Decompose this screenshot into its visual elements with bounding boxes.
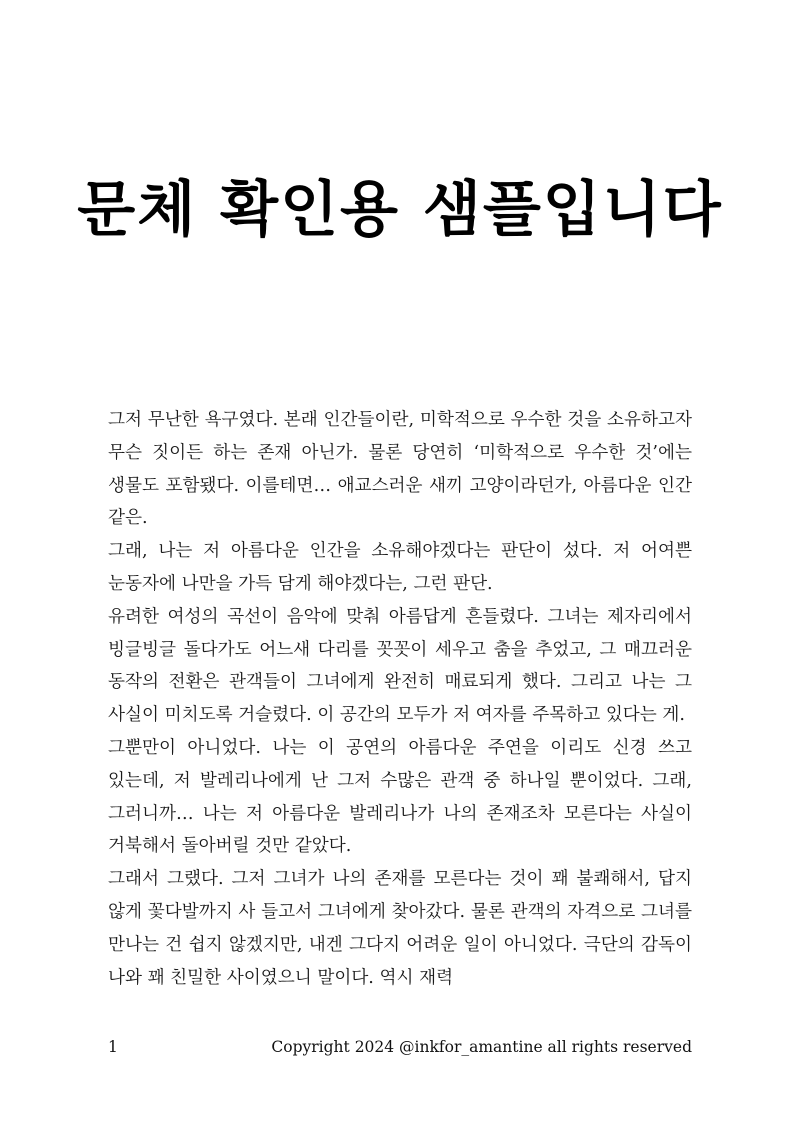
paragraph: 그래서 그랬다. 그저 그녀가 나의 존재를 모른다는 것이 꽤 불쾌해서, 답지 않게 꽃다발까지 사 들고서 그녀에게 찾아갔다. 물론 관객의 자격으로 그녀를 만나는 건 쉽지 않겠지만, 내겐 그다지 어려운 일이 아니었다. 극단의 감독이 나와 꽤 친밀한 사이였으니 말이다. 역시 재력 <box>108 869 692 988</box>
paragraph: 그래, 나는 저 아름다운 인간을 소유해야겠다는 판단이 섰다. 저 어여쁜 눈동자에 나만을 가득 담게 해야겠다는, 그런 판단. <box>108 541 692 594</box>
body-text <box>108 404 692 994</box>
paragraph: 유려한 여성의 곡선이 음악에 맞춰 아름답게 흔들렸다. 그녀는 제자리에서 빙글빙글 돌다가도 어느새 다리를 꼿꼿이 세우고 춤을 추었고, 그 매끄러운 동작의 전환은 관객들이 그녀에게 완전히 매료되게 했다. 그리고 나는 그 사실이 미치도록 거슬렸다. 이 공간의 모두가 저 여자를 주목하고 있다는 게. <box>108 606 692 726</box>
paragraph: 그저 무난한 욕구였다. 본래 인간들이란, 미학적으로 우수한 것을 소유하고자 무슨 짓이든 하는 존재 아닌가. 물론 당연히 ‘미학적으로 우수한 것’에는 생물도 포함됐다. 이를테면… 애교스러운 새끼 고양이라던가, 아름다운 인간 같은. <box>108 410 692 529</box>
page-title: 문체 확인용 샘플입니다 <box>77 175 723 245</box>
page-number: 1 <box>108 1038 118 1056</box>
page-footer <box>108 1034 692 1060</box>
paragraph: 그뿐만이 아니었다. 나는 이 공연의 아름다운 주연을 이리도 신경 쓰고 있는데, 저 발레리나에게 난 그저 수많은 관객 중 하나일 뿐이었다. 그래, 그러니까… 나는 저 아름다운 발레리나가 나의 존재조차 모른다는 사실이 거북해서 돌아버릴 것만 같았다. <box>108 737 692 857</box>
copyright-notice: Copyright 2024 @inkfor_amantine all rights reserved <box>271 1038 692 1056</box>
